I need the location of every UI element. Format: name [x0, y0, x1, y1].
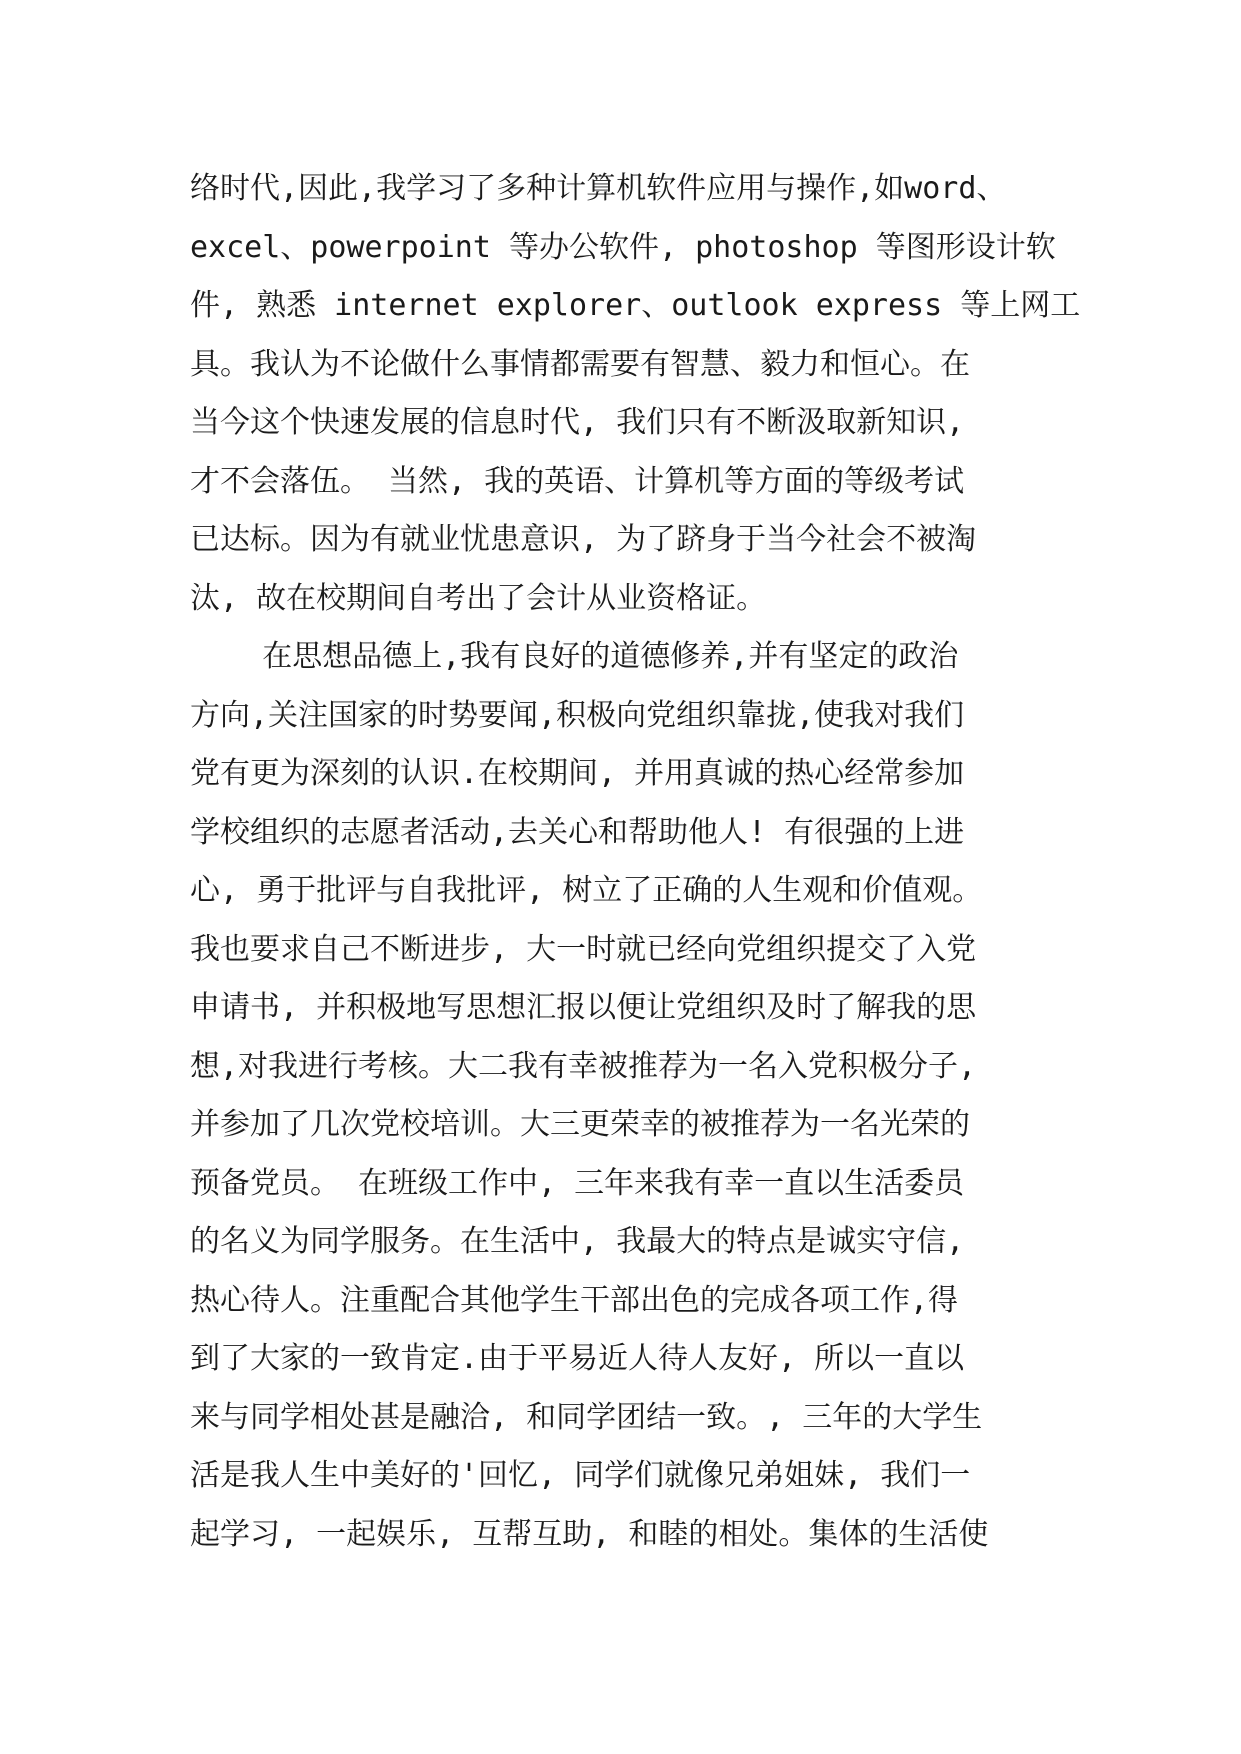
- text-line: 才不会落伍。 当然, 我的英语、计算机等方面的等级考试: [190, 463, 965, 499]
- text-line: 汰, 故在校期间自考出了会计从业资格证。: [190, 580, 767, 616]
- text-line: 件, 熟悉 internet explorer、outlook express 等上网工: [190, 288, 1081, 323]
- paragraph-start-line: 在思想品德上,我有良好的道德修养,并有坚定的政治: [190, 639, 959, 674]
- text-line: 党有更为深刻的认识.在校期间, 并用真诚的热心经常参加: [190, 756, 965, 791]
- text-line: 络时代,因此,我学习了多种计算机软件应用与操作,如word、: [190, 171, 1007, 206]
- body-text: [190, 160, 1090, 1564]
- text-line: 到了大家的一致肯定.由于平易近人待人友好, 所以一直以: [190, 1341, 965, 1376]
- text-line: 起学习, 一起娱乐, 互帮互助, 和睦的相处。集体的生活使: [190, 1516, 989, 1552]
- text-line: 当今这个快速发展的信息时代, 我们只有不断汲取新知识,: [190, 405, 965, 440]
- text-line: 想,对我进行考核。大二我有幸被推荐为一名入党积极分子,: [190, 1048, 977, 1084]
- text-line: 申请书, 并积极地写思想汇报以便让党组织及时了解我的思: [190, 990, 977, 1025]
- text-line: 方向,关注国家的时势要闻,积极向党组织靠拢,使我对我们: [190, 697, 965, 733]
- text-line: 的名义为同学服务。在生活中, 我最大的特点是诚实守信,: [190, 1224, 965, 1259]
- text-line: 心, 勇于批评与自我批评, 树立了正确的人生观和价值观。: [190, 873, 983, 908]
- text-line: 来与同学相处甚是融洽, 和同学团结一致。, 三年的大学生: [190, 1399, 983, 1435]
- text-line: 学校组织的志愿者活动,去关心和帮助他人! 有很强的上进: [190, 814, 965, 850]
- text-line: 并参加了几次党校培训。大三更荣幸的被推荐为一名光荣的: [190, 1107, 970, 1142]
- text-line: 具。我认为不论做什么事情都需要有智慧、毅力和恒心。在: [190, 346, 970, 382]
- text-line: excel、powerpoint 等办公软件, photoshop 等图形设计软: [190, 229, 1056, 265]
- text-line: 预备党员。 在班级工作中, 三年来我有幸一直以生活委员: [190, 1165, 965, 1201]
- text-line: 我也要求自己不断进步, 大一时就已经向党组织提交了入党: [190, 931, 977, 967]
- text-line: 已达标。因为有就业忧患意识, 为了跻身于当今社会不被淘: [190, 522, 977, 557]
- text-line: 热心待人。注重配合其他学生干部出色的完成各项工作,得: [190, 1282, 959, 1318]
- text-line: 活是我人生中美好的'回忆, 同学们就像兄弟姐妹, 我们一: [190, 1458, 971, 1493]
